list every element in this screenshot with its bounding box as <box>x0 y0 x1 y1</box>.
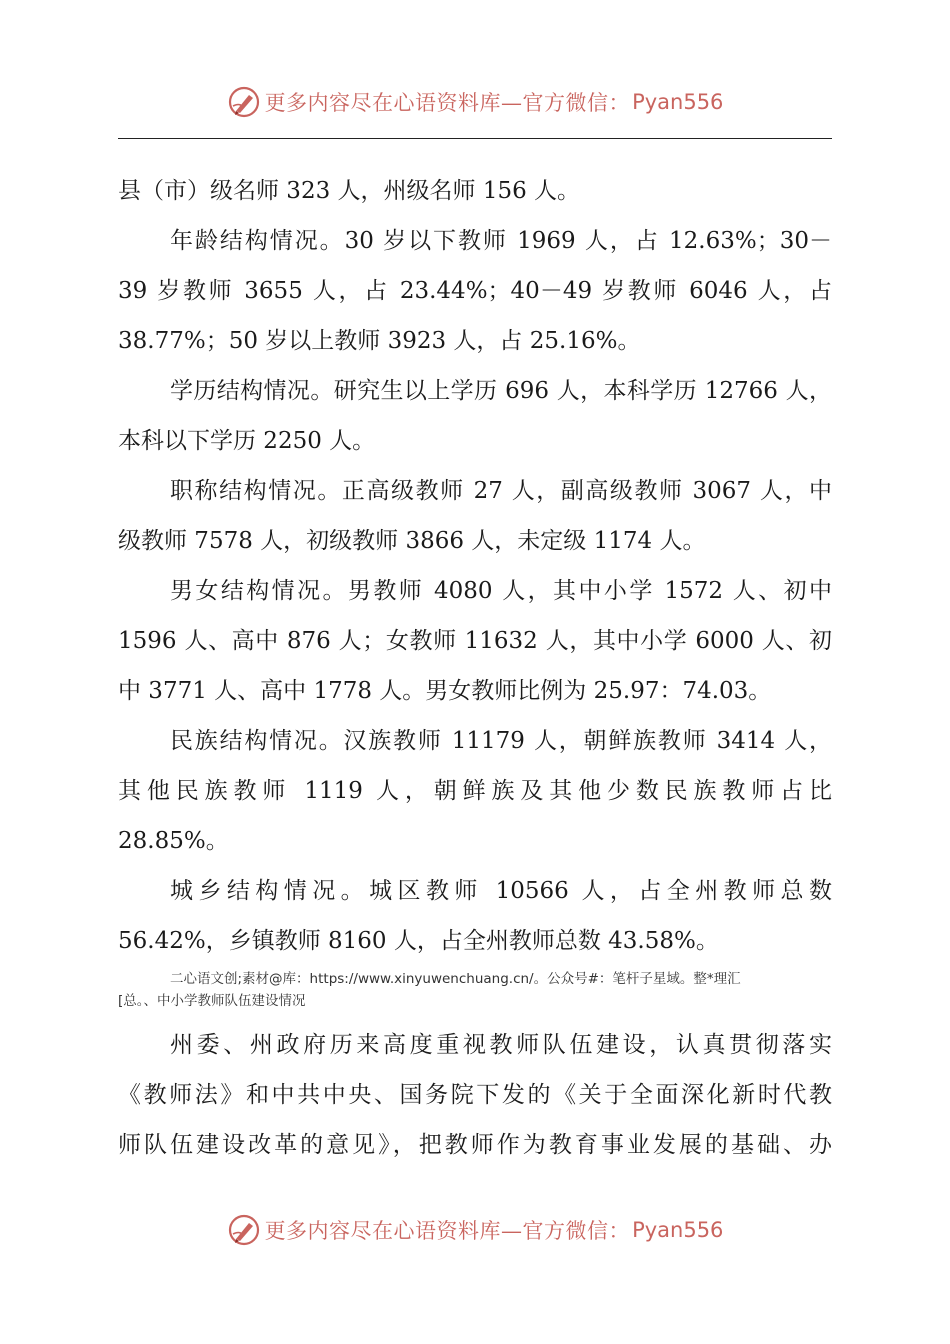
source-note-line-1: 二心语文创;素材@库：https://www.xinyuwenchuang.cn/。公众号#：笔杆子星域。整*理汇 <box>170 971 741 987</box>
header-banner <box>0 82 950 122</box>
text-line: 中 3771 人、高中 1778 人。男女教师比例为 25.97：74.03。 <box>118 678 772 704</box>
text-line: 男女结构情况。男教师 4080 人，其中小学 1572 人、初中 <box>170 578 832 604</box>
text-line: 《教师法》和中共中央、国务院下发的《关于全面深化新时代教 <box>118 1082 832 1108</box>
text-line: 28.85%。 <box>118 828 229 854</box>
text-line: 年龄结构情况。30 岁以下教师 1969 人，占 12.63%；30－ <box>170 228 832 254</box>
footer-banner <box>0 1210 950 1250</box>
text-line: 本科以下学历 2250 人。 <box>118 428 376 454</box>
text-line: 职称结构情况。正高级教师 27 人，副高级教师 3067 人，中 <box>170 478 832 504</box>
footer-banner-id: Pyan556 <box>632 1218 724 1242</box>
text-line: 56.42%，乡镇教师 8160 人，占全州教师总数 43.58%。 <box>118 928 719 954</box>
document-body <box>118 166 832 1170</box>
text-line: 城乡结构情况。城区教师 10566 人，占全州教师总数 <box>170 878 832 904</box>
pen-logo-icon <box>227 85 261 119</box>
text-line: 39 岁教师 3655 人，占 23.44%；40－49 岁教师 6046 人，占 <box>118 278 832 304</box>
text-line: 州委、州政府历来高度重视教师队伍建设，认真贯彻落实 <box>170 1032 832 1058</box>
footer-banner-text: 更多内容尽在心语资料库—官方微信： <box>264 1219 631 1243</box>
paragraph-block-1 <box>118 166 832 966</box>
text-line: 师队伍建设改革的意见》，把教师作为教育事业发展的基础、办 <box>118 1132 832 1158</box>
text-line: 其他民族教师 1119 人，朝鲜族及其他少数民族教师占比 <box>118 778 832 804</box>
text-line: 38.77%；50 岁以上教师 3923 人，占 25.16%。 <box>118 328 641 354</box>
paragraph-block-2 <box>118 1020 832 1170</box>
text-line: 学历结构情况。研究生以上学历 696 人，本科学历 12766 人， <box>170 378 832 404</box>
text-line: 县（市）级名师 323 人，州级名师 156 人。 <box>118 178 581 204</box>
text-line: 级教师 7578 人，初级教师 3866 人，未定级 1174 人。 <box>118 528 706 554</box>
text-line: 1596 人、高中 876 人；女教师 11632 人，其中小学 6000 人、初 <box>118 628 832 654</box>
pen-logo-icon <box>227 1213 261 1247</box>
header-banner-id: Pyan556 <box>632 90 724 114</box>
header-rule <box>118 138 832 139</box>
source-note-line-2: [总。、中小学教师队伍建设情况 <box>118 993 306 1009</box>
header-banner-text: 更多内容尽在心语资料库—官方微信： <box>264 91 631 115</box>
text-line: 民族结构情况。汉族教师 11179 人，朝鲜族教师 3414 人， <box>170 728 832 754</box>
